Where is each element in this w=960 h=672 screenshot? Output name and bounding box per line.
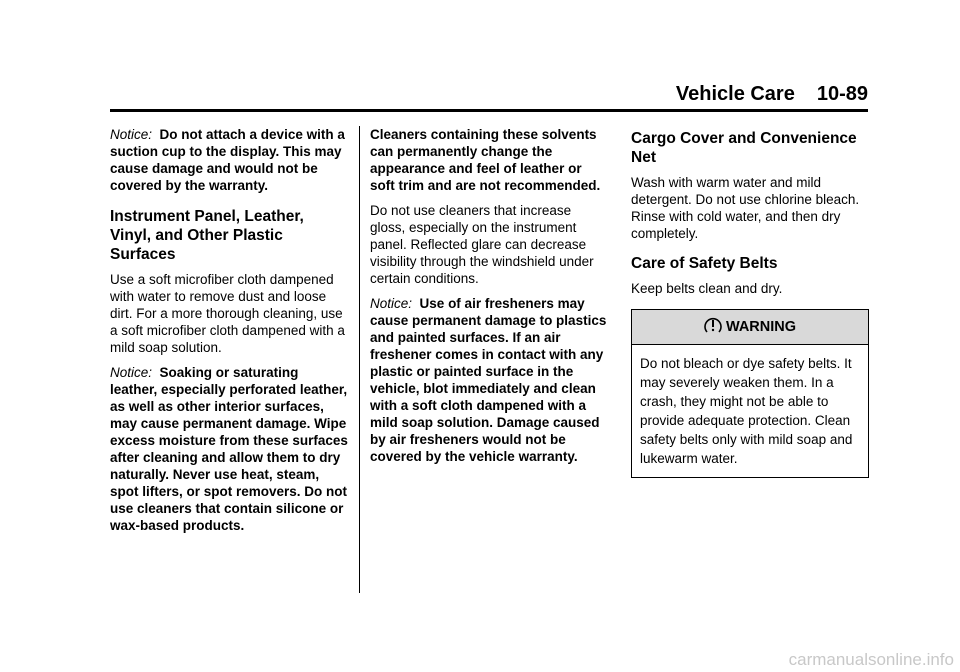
paragraph-cargo: Wash with warm water and mild detergent. Do not use chlorine bleach. Rinse with cold water, and then dry completely. (631, 175, 860, 241)
warning-header (632, 310, 868, 345)
warning-title: WARNING (725, 319, 797, 335)
notice-text: Use of air fresheners may cause permanent damage to plastics and painted surfaces. If an air freshener comes in contact with any plastic or painted surface in the vehicle, blot immediately and clean with a soft cloth dampened with a mild soap solution. Damage caused by air fresheners would not be covered by the vehicle warranty. (370, 296, 607, 464)
heading-instrument-panel: Instrument Panel, Leather, Vinyl, and Other Plastic Surfaces (110, 208, 304, 263)
paragraph-cleaning: Use a soft microfiber cloth dampened with water to remove dust and loose dirt. For a more thorough cleaning, use a soft microfiber cloth dampened with a mild soap solution. (110, 272, 345, 355)
notice-label: Notice: (110, 127, 153, 142)
notice-display (110, 126, 348, 194)
column-1 (110, 126, 348, 542)
warning-box (631, 309, 869, 478)
watermark: carmanualsonline.info (788, 650, 954, 669)
paragraph-belts: Keep belts clean and dry. (631, 281, 783, 296)
header-rule (110, 109, 868, 112)
heading-safety-belts: Care of Safety Belts (631, 255, 778, 272)
page-header (110, 82, 868, 106)
notice-label: Notice: (110, 365, 153, 380)
column-2 (370, 126, 608, 473)
warning-icon (704, 316, 722, 334)
notice-text: Soaking or saturating leather, especially perforated leather, as well as other interior surfaces, may cause permanent damage. Wipe excess moisture from these surfaces after cleaning and allow them to dry naturally. Never use heat, steam, spot lifters, or spot removers. Do not use cleaners that contain silicone or wax-based products. (110, 365, 348, 533)
notice-label: Notice: (370, 296, 413, 311)
warning-text: Do not bleach or dye safety belts. It may severely weaken them. In a crash, they might not be able to provide adequate protection. Clean safety belts only with mild soap and lukewarm water. (640, 356, 853, 466)
section-title: Vehicle Care (675, 83, 795, 105)
notice-text: Do not attach a device with a suction cup to the display. This may cause damage and would not be covered by the warranty. (110, 127, 345, 193)
heading-cargo-cover: Cargo Cover and Convenience Net (631, 130, 857, 166)
column-divider (359, 126, 360, 593)
notice-air-fresheners (370, 295, 608, 465)
paragraph-gloss: Do not use cleaners that increase gloss, especially on the instrument panel. Reflected glare can decrease visibility through the windshield under certain conditions. (370, 203, 594, 286)
notice-continued: Cleaners containing these solvents can permanently change the appearance and feel of leather or soft trim and are not recommended. (370, 127, 601, 193)
page-number: 10-89 (816, 83, 868, 105)
notice-leather (110, 364, 348, 534)
column-3 (631, 126, 871, 478)
